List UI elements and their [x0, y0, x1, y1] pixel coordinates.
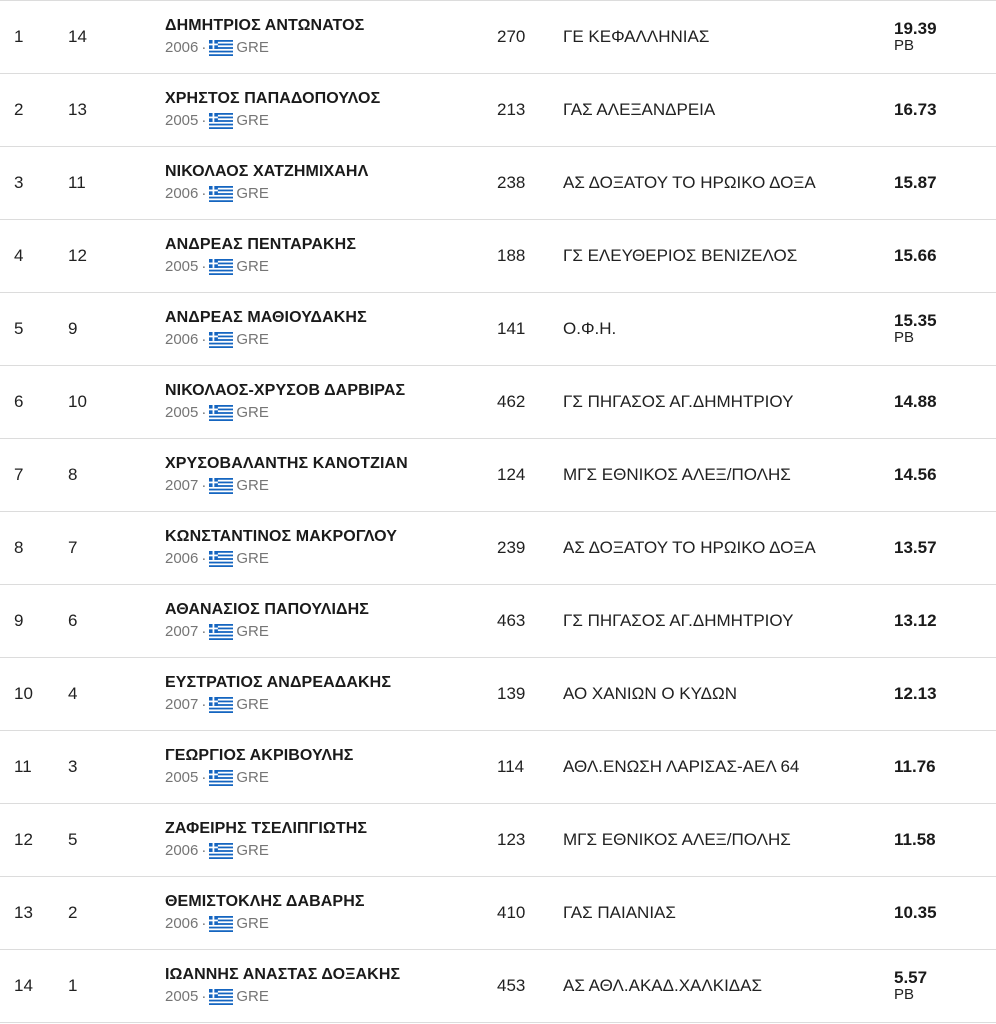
- club-name: ΑΟ ΧΑΝΙΩΝ Ο ΚΥΔΩΝ: [563, 684, 738, 703]
- club-name: ΓΣ ΕΛΕΥΘΕΡΙΟΣ ΒΕΝΙΖΕΛΟΣ: [563, 246, 798, 265]
- place: 7: [14, 465, 24, 484]
- birth-year: 2005: [165, 769, 199, 786]
- lane: 1: [68, 976, 78, 995]
- club-name: ΜΓΣ ΕΘΝΙΚΟΣ ΑΛΕΞ/ΠΟΛΗΣ: [563, 465, 791, 484]
- athlete-name[interactable]: ΚΩΝΣΤΑΝΤΙΝΟΣ ΜΑΚΡΟΓΛΟΥ: [165, 528, 398, 545]
- place: 11: [14, 757, 32, 776]
- country-code: GRE: [236, 623, 269, 640]
- result-row[interactable]: [0, 877, 996, 950]
- bib-number: 463: [497, 611, 526, 630]
- athlete-meta: [165, 38, 269, 58]
- separator: ·: [201, 258, 207, 275]
- place: 13: [14, 903, 33, 922]
- record-note: PB: [894, 329, 915, 346]
- birth-year: 2005: [165, 112, 199, 129]
- athlete-cell: [165, 1, 364, 73]
- result-row[interactable]: [0, 512, 996, 585]
- mark-cell: [894, 220, 937, 292]
- lane: 12: [68, 246, 87, 265]
- club-name: ΓΣ ΠΗΓΑΣΟΣ ΑΓ.ΔΗΜΗΤΡΙΟΥ: [563, 392, 794, 411]
- place: 14: [14, 976, 33, 995]
- place: 3: [14, 173, 24, 192]
- athlete-name[interactable]: ΧΡΗΣΤΟΣ ΠΑΠΑΔΟΠΟΥΛΟΣ: [165, 90, 381, 107]
- mark-value: 15.87: [894, 173, 937, 192]
- record-note: PB: [894, 37, 915, 54]
- athlete-name[interactable]: ΘΕΜΙΣΤΟΚΛΗΣ ΔΑΒΑΡΗΣ: [165, 893, 365, 910]
- lane: 8: [68, 465, 78, 484]
- result-row[interactable]: [0, 1, 996, 74]
- record-note: PB: [894, 986, 915, 1003]
- birth-year: 2006: [165, 39, 199, 56]
- club-name: ΑΣ ΔΟΞΑΤΟΥ ΤΟ ΗΡΩΙΚΟ ΔΟΞΑ: [563, 173, 816, 192]
- mark-cell: [894, 804, 936, 876]
- lane: 11: [68, 173, 86, 192]
- separator: ·: [201, 550, 207, 567]
- country-code: GRE: [236, 550, 269, 567]
- greece-flag-icon: [209, 770, 233, 786]
- bib-number: 188: [497, 246, 526, 265]
- athlete-cell: [165, 731, 353, 803]
- mark-value: 13.57: [894, 538, 937, 557]
- birth-year: 2006: [165, 842, 199, 859]
- bib-number: 238: [497, 173, 526, 192]
- bib-number: 124: [497, 465, 526, 484]
- mark-cell: [894, 877, 937, 949]
- separator: ·: [201, 915, 207, 932]
- athlete-name[interactable]: ΔΗΜΗΤΡΙΟΣ ΑΝΤΩΝΑΤΟΣ: [165, 17, 365, 34]
- separator: ·: [201, 477, 207, 494]
- separator: ·: [201, 842, 207, 859]
- mark-cell: [894, 74, 937, 146]
- lane: 6: [68, 611, 78, 630]
- greece-flag-icon: [209, 186, 233, 202]
- athlete-name[interactable]: ΑΝΔΡΕΑΣ ΜΑΘΙΟΥΔΑΚΗΣ: [165, 309, 367, 326]
- lane: 10: [68, 392, 87, 411]
- club-name: ΓΑΣ ΠΑΙΑΝΙΑΣ: [563, 903, 676, 922]
- result-row[interactable]: [0, 147, 996, 220]
- place: 5: [14, 319, 24, 338]
- mark-value: 5.57: [894, 968, 928, 987]
- greece-flag-icon: [209, 259, 233, 275]
- mark-value: 14.56: [894, 465, 937, 484]
- mark-value: 11.76: [894, 757, 936, 776]
- greece-flag-icon: [209, 989, 233, 1005]
- result-row[interactable]: [0, 585, 996, 658]
- mark-cell: [894, 293, 937, 365]
- athlete-cell: [165, 512, 397, 584]
- mark-value: 12.13: [894, 684, 937, 703]
- country-code: GRE: [236, 258, 269, 275]
- mark-value: 11.58: [894, 830, 936, 849]
- place: 1: [14, 27, 24, 46]
- bib-number: 141: [497, 319, 526, 338]
- greece-flag-icon: [209, 405, 233, 421]
- athlete-meta: [165, 476, 269, 496]
- country-code: GRE: [236, 112, 269, 129]
- result-row[interactable]: [0, 731, 996, 804]
- bib-number: 114: [497, 757, 525, 776]
- result-row[interactable]: [0, 220, 996, 293]
- athlete-meta: [165, 257, 269, 277]
- bib-number: 213: [497, 100, 526, 119]
- athlete-name[interactable]: ΓΕΩΡΓΙΟΣ ΑΚΡΙΒΟΥΛΗΣ: [165, 747, 354, 764]
- athlete-name[interactable]: ΑΘΑΝΑΣΙΟΣ ΠΑΠΟΥΛΙΔΗΣ: [165, 601, 369, 618]
- place: 10: [14, 684, 33, 703]
- mark-value: 16.73: [894, 100, 937, 119]
- result-row[interactable]: [0, 804, 996, 877]
- birth-year: 2006: [165, 331, 199, 348]
- athlete-meta: [165, 768, 269, 788]
- athlete-meta: [165, 622, 269, 642]
- greece-flag-icon: [209, 624, 233, 640]
- result-row[interactable]: [0, 293, 996, 366]
- athlete-meta: [165, 914, 269, 934]
- athlete-name[interactable]: ΙΩΑΝΝΗΣ ΑΝΑΣΤΑΣ ΔΟΞΑΚΗΣ: [165, 966, 401, 983]
- mark-cell: [894, 366, 937, 438]
- athlete-cell: [165, 804, 367, 876]
- separator: ·: [201, 623, 207, 640]
- separator: ·: [201, 769, 207, 786]
- country-code: GRE: [236, 404, 269, 421]
- greece-flag-icon: [209, 551, 233, 567]
- mark-value: 14.88: [894, 392, 937, 411]
- separator: ·: [201, 112, 207, 129]
- bib-number: 239: [497, 538, 526, 557]
- result-row[interactable]: [0, 950, 996, 1023]
- result-row[interactable]: [0, 74, 996, 147]
- place: 12: [14, 830, 33, 849]
- birth-year: 2007: [165, 477, 199, 494]
- separator: ·: [201, 404, 207, 421]
- club-name: ΓΑΣ ΑΛΕΞΑΝΔΡΕΙΑ: [563, 100, 716, 119]
- athlete-meta: [165, 330, 269, 350]
- athlete-meta: [165, 549, 269, 569]
- birth-year: 2006: [165, 185, 199, 202]
- separator: ·: [201, 696, 207, 713]
- place: 4: [14, 246, 24, 265]
- greece-flag-icon: [209, 478, 233, 494]
- athlete-cell: [165, 366, 405, 438]
- mark-cell: [894, 950, 927, 1022]
- greece-flag-icon: [209, 40, 233, 56]
- athlete-cell: [165, 950, 400, 1022]
- lane: 4: [68, 684, 78, 703]
- separator: ·: [201, 331, 207, 348]
- mark-cell: [894, 585, 937, 657]
- country-code: GRE: [236, 696, 269, 713]
- mark-value: 13.12: [894, 611, 937, 630]
- place: 9: [14, 611, 24, 630]
- birth-year: 2006: [165, 550, 199, 567]
- mark-cell: [894, 147, 937, 219]
- club-name: ΑΣ ΑΘΛ.ΑΚΑΔ.ΧΑΛΚΙΔΑΣ: [563, 976, 763, 995]
- greece-flag-icon: [209, 843, 233, 859]
- bib-number: 270: [497, 27, 526, 46]
- athlete-cell: [165, 74, 380, 146]
- country-code: GRE: [236, 988, 269, 1005]
- athlete-cell: [165, 585, 369, 657]
- birth-year: 2005: [165, 404, 199, 421]
- bib-number: 139: [497, 684, 526, 703]
- athlete-cell: [165, 220, 356, 292]
- lane: 14: [68, 27, 87, 46]
- athlete-cell: [165, 147, 368, 219]
- place: 8: [14, 538, 24, 557]
- club-name: ΜΓΣ ΕΘΝΙΚΟΣ ΑΛΕΞ/ΠΟΛΗΣ: [563, 830, 791, 849]
- birth-year: 2007: [165, 696, 199, 713]
- separator: ·: [201, 185, 207, 202]
- place: 2: [14, 100, 24, 119]
- athlete-name[interactable]: ΕΥΣΤΡΑΤΙΟΣ ΑΝΔΡΕΑΔΑΚΗΣ: [165, 674, 392, 691]
- country-code: GRE: [236, 185, 269, 202]
- athlete-name[interactable]: ΝΙΚΟΛΑΟΣ ΧΑΤΖΗΜΙΧΑΗΛ: [165, 163, 369, 180]
- bib-number: 410: [497, 903, 526, 922]
- athlete-name[interactable]: ΑΝΔΡΕΑΣ ΠΕΝΤΑΡΑΚΗΣ: [165, 236, 357, 253]
- athlete-name[interactable]: ΖΑΦΕΙΡΗΣ ΤΣΕΛΙΠΓΙΩΤΗΣ: [165, 820, 368, 837]
- athlete-cell: [165, 877, 365, 949]
- mark-value: 15.35: [894, 311, 937, 330]
- athlete-meta: [165, 403, 269, 423]
- club-name: ΓΕ ΚΕΦΑΛΛΗΝΙΑΣ: [563, 27, 710, 46]
- athlete-cell: [165, 293, 367, 365]
- lane: 5: [68, 830, 78, 849]
- birth-year: 2005: [165, 258, 199, 275]
- bib-number: 462: [497, 392, 526, 411]
- mark-cell: [894, 658, 937, 730]
- greece-flag-icon: [209, 697, 233, 713]
- mark-cell: [894, 439, 937, 511]
- bib-number: 453: [497, 976, 526, 995]
- greece-flag-icon: [209, 332, 233, 348]
- birth-year: 2006: [165, 915, 199, 932]
- place: 6: [14, 392, 24, 411]
- club-name: ΓΣ ΠΗΓΑΣΟΣ ΑΓ.ΔΗΜΗΤΡΙΟΥ: [563, 611, 794, 630]
- result-row[interactable]: [0, 439, 996, 512]
- birth-year: 2007: [165, 623, 199, 640]
- athlete-meta: [165, 987, 269, 1007]
- athlete-meta: [165, 695, 269, 715]
- athlete-cell: [165, 658, 391, 730]
- bib-number: 123: [497, 830, 526, 849]
- athlete-meta: [165, 111, 269, 131]
- birth-year: 2005: [165, 988, 199, 1005]
- athlete-cell: [165, 439, 408, 511]
- lane: 3: [68, 757, 78, 776]
- mark-value: 19.39: [894, 19, 937, 38]
- club-name: ΑΘΛ.ΕΝΩΣΗ ΛΑΡΙΣΑΣ-ΑΕΛ 64: [563, 757, 800, 776]
- athlete-meta: [165, 184, 269, 204]
- mark-cell: [894, 512, 937, 584]
- result-row[interactable]: [0, 658, 996, 731]
- greece-flag-icon: [209, 916, 233, 932]
- athlete-name[interactable]: ΧΡΥΣΟΒΑΛΑΝΤΗΣ ΚΑΝΟΤΖΙΑΝ: [165, 455, 408, 472]
- athlete-name[interactable]: ΝΙΚΟΛΑΟΣ-ΧΡΥΣΟΒ ΔΑΡΒΙΡΑΣ: [165, 382, 406, 399]
- lane: 13: [68, 100, 87, 119]
- club-name: ΑΣ ΔΟΞΑΤΟΥ ΤΟ ΗΡΩΙΚΟ ΔΟΞΑ: [563, 538, 816, 557]
- athlete-meta: [165, 841, 269, 861]
- lane: 9: [68, 319, 78, 338]
- country-code: GRE: [236, 477, 269, 494]
- country-code: GRE: [236, 331, 269, 348]
- club-name: Ο.Φ.Η.: [563, 319, 617, 338]
- mark-value: 15.66: [894, 246, 937, 265]
- country-code: GRE: [236, 915, 269, 932]
- country-code: GRE: [236, 842, 269, 859]
- separator: ·: [201, 39, 207, 56]
- lane: 7: [68, 538, 78, 557]
- lane: 2: [68, 903, 78, 922]
- mark-cell: [894, 1, 937, 73]
- country-code: GRE: [236, 769, 269, 786]
- greece-flag-icon: [209, 113, 233, 129]
- mark-cell: [894, 731, 936, 803]
- country-code: GRE: [236, 39, 269, 56]
- separator: ·: [201, 988, 207, 1005]
- result-row[interactable]: [0, 366, 996, 439]
- mark-value: 10.35: [894, 903, 937, 922]
